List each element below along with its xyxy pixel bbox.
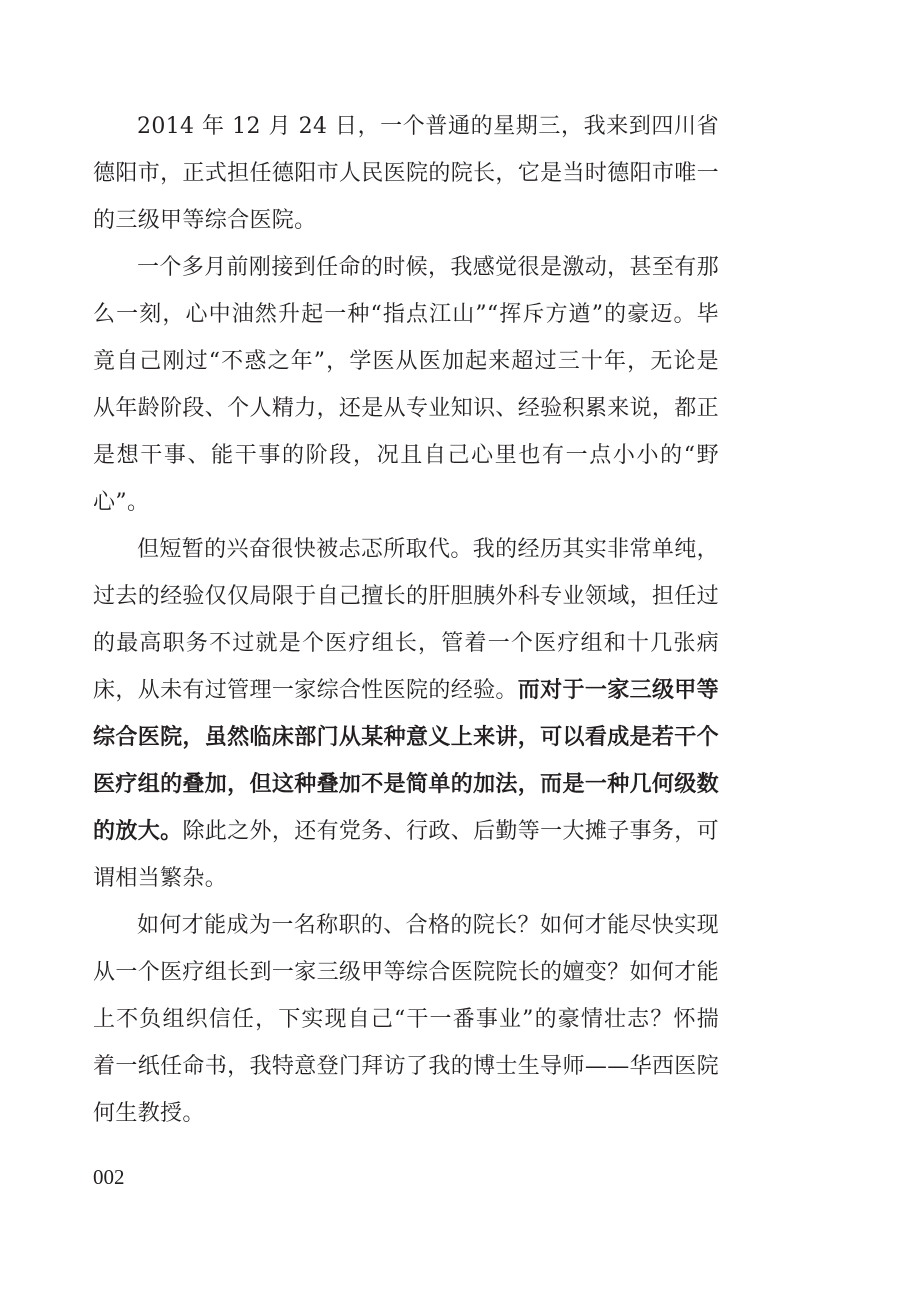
paragraph-2-text: 一个多月前刚接到任命的时候，我感觉很是激动，甚至有那么一刻，心中油然升起一种“指点江山”“挥斥方遒”的豪迈。毕竟自己刚过“不惑之年”，学医从医加起来超过三十年，无论是从年龄阶段、个人精力，还是从专业知识、经验积累来说，都正是想干事、能干事的阶段，况且自己心里也有一点小小的“野心”。 [93,255,719,515]
page-number: 002 [93,1165,125,1189]
paragraph-4-text: 如何才能成为一名称职的、合格的院长？如何才能尽快实现从一个医疗组长到一家三级甲等综合医院院长的嬗变？如何才能上不负组织信任，下实现自己“干一番事业”的豪情壮志？怀揣着一纸任命书，我特意登门拜访了我的博士生导师——华西医院何生教授。 [93,913,719,1126]
paragraph-3-text-after: 除此之外，还有党务、行政、后勤等一大摊子事务，可谓相当繁杂。 [93,819,719,891]
paragraph-2 [93,244,719,526]
paragraph-4 [93,902,719,1137]
body-text [93,103,719,1137]
paragraph-1-text: 2014 年 12 月 24 日，一个普通的星期三，我来到四川省德阳市，正式担任德阳市人民医院的院长，它是当时德阳市唯一的三级甲等综合医院。 [93,114,719,233]
paragraph-3 [93,526,719,902]
paragraph-1 [93,103,719,244]
paragraph-3-text-before: 但短暂的兴奋很快被忐忑所取代。我的经历其实非常单纯，过去的经验仅仅局限于自己擅长的肝胆胰外科专业领域，担任过的最高职务不过就是个医疗组长，管着一个医疗组和十几张病床，从未有过管理一家综合性医院的经验。 [93,537,719,703]
paragraph-3-bold-emphasis: 而对于一家三级甲等综合医院，虽然临床部门从某种意义上来讲，可以看成是若干个医疗组的叠加，但这种叠加不是简单的加法，而是一种几何级数的放大。 [93,677,720,844]
